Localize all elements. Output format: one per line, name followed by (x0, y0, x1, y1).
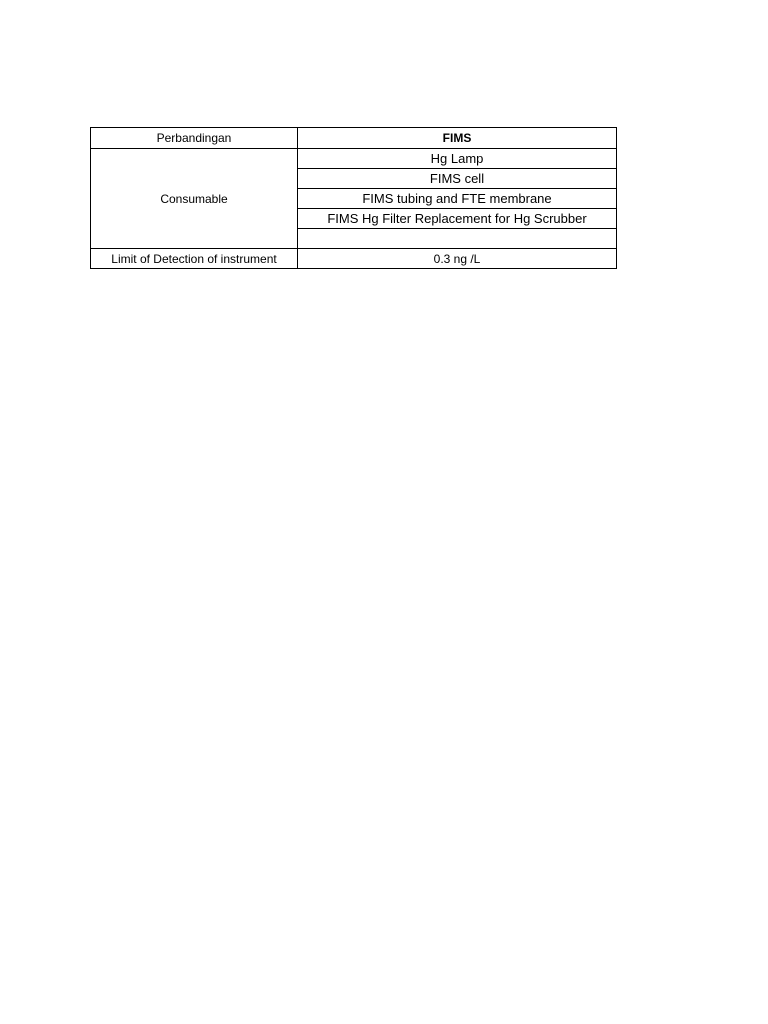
lod-value-cell: 0.3 ng /L (298, 249, 617, 269)
consumable-item-cell (298, 229, 617, 249)
consumable-item-cell: FIMS cell (298, 169, 617, 189)
consumable-item-cell: FIMS tubing and FTE membrane (298, 189, 617, 209)
header-row (91, 128, 617, 149)
header-label-cell: Perbandingan (91, 128, 298, 149)
consumable-item-cell: FIMS Hg Filter Replacement for Hg Scrubber (298, 209, 617, 229)
comparison-table (90, 127, 617, 269)
consumable-item-cell: Hg Lamp (298, 149, 617, 169)
header-fims-cell: FIMS (298, 128, 617, 149)
consumable-label-cell: Consumable (91, 149, 298, 249)
consumable-row (91, 149, 617, 169)
lod-row (91, 249, 617, 269)
lod-label-cell: Limit of Detection of instrument (91, 249, 298, 269)
